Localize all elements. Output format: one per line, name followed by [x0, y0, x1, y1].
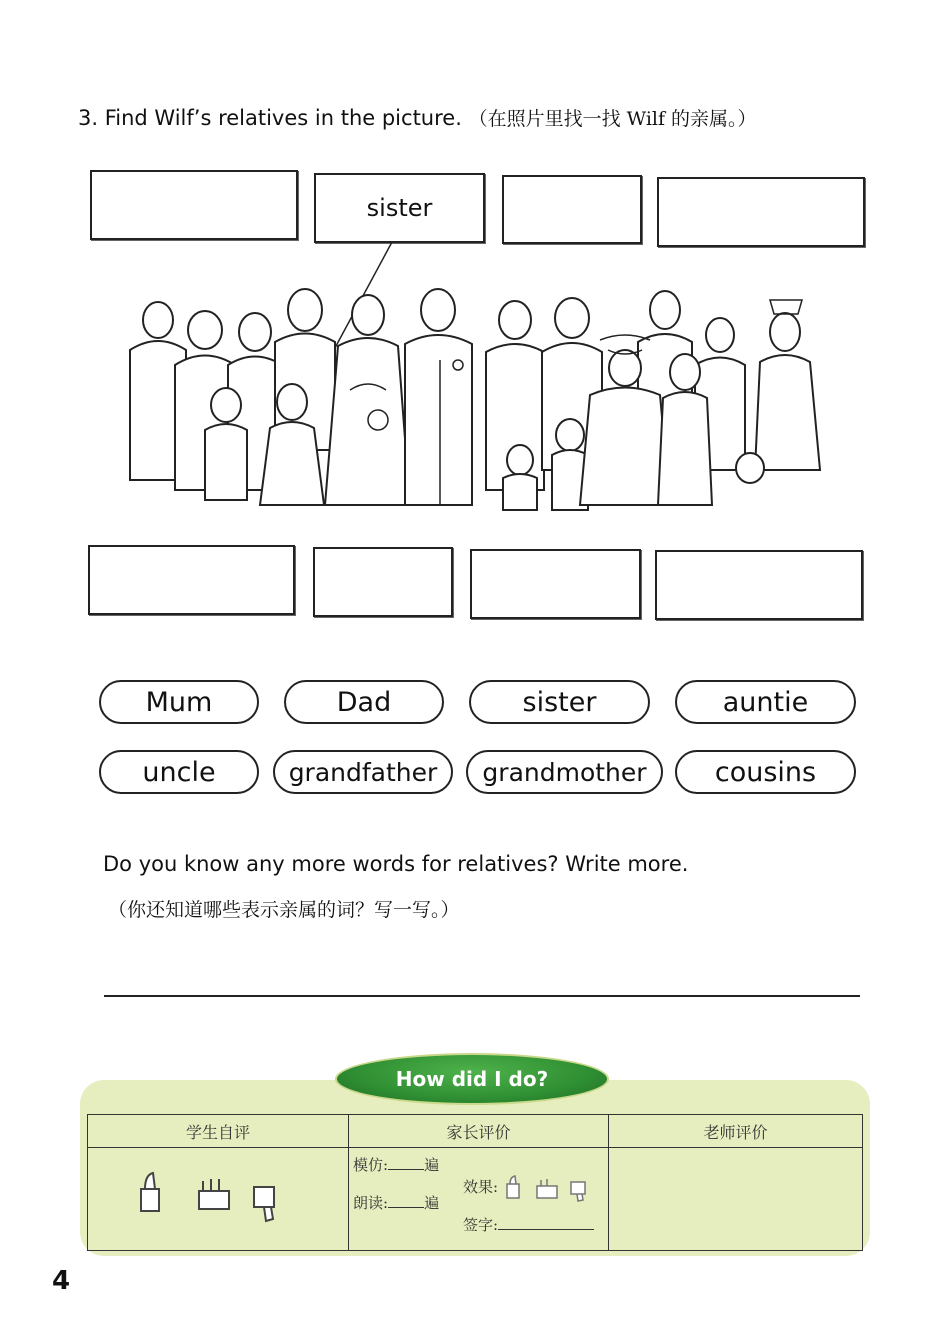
family-picture [120, 270, 830, 520]
sign-label: 签字: [463, 1216, 499, 1234]
word-cousins[interactable]: cousins [675, 750, 856, 794]
extra-question-cn: （你还知道哪些表示亲属的词？写一写。） [108, 899, 460, 921]
word-uncle[interactable]: uncle [99, 750, 259, 794]
evaluation-table [87, 1114, 863, 1251]
page-number: 4 [52, 1266, 71, 1296]
extra-question-en: Do you know any more words for relatives? Write more. [103, 852, 689, 876]
col-parent: 家长评价 [349, 1115, 609, 1148]
example-label: sister [366, 194, 433, 222]
parent-cell [349, 1148, 609, 1251]
read-label: 朗读: [353, 1194, 389, 1212]
answer-box-bottom-2[interactable] [313, 547, 453, 617]
evaluation-heading: How did I do? [335, 1053, 609, 1105]
imitate-blank[interactable] [388, 1155, 424, 1170]
exercise-title-cn: （在照片里找一找 Wilf 的亲属。） [468, 108, 757, 130]
word-dad[interactable]: Dad [284, 680, 444, 724]
effect-label: 效果: [463, 1178, 499, 1196]
teacher-cell[interactable] [609, 1148, 863, 1251]
imitate-label: 模仿: [353, 1156, 389, 1174]
thumbs-rating-icon[interactable] [89, 1149, 347, 1245]
read-unit: 遍 [424, 1194, 440, 1212]
read-blank[interactable] [388, 1193, 424, 1208]
answer-box-bottom-4[interactable] [655, 550, 863, 620]
word-sister[interactable]: sister [469, 680, 650, 724]
word-auntie[interactable]: auntie [675, 680, 856, 724]
effect-thumbs-icon[interactable] [503, 1174, 593, 1202]
imitate-unit: 遍 [424, 1156, 440, 1174]
answer-box-bottom-1[interactable] [88, 545, 295, 615]
answer-box-bottom-3[interactable] [470, 549, 641, 619]
student-cell[interactable] [88, 1148, 349, 1251]
col-teacher: 老师评价 [609, 1115, 863, 1148]
writing-line[interactable] [104, 995, 860, 997]
col-student: 学生自评 [88, 1115, 349, 1148]
word-grandfather[interactable]: grandfather [273, 750, 453, 794]
word-grandmother[interactable]: grandmother [466, 750, 663, 794]
sign-blank[interactable] [498, 1215, 594, 1230]
word-mum[interactable]: Mum [99, 680, 259, 724]
exercise-title-en: 3. Find Wilf’s relatives in the picture. [78, 106, 462, 130]
